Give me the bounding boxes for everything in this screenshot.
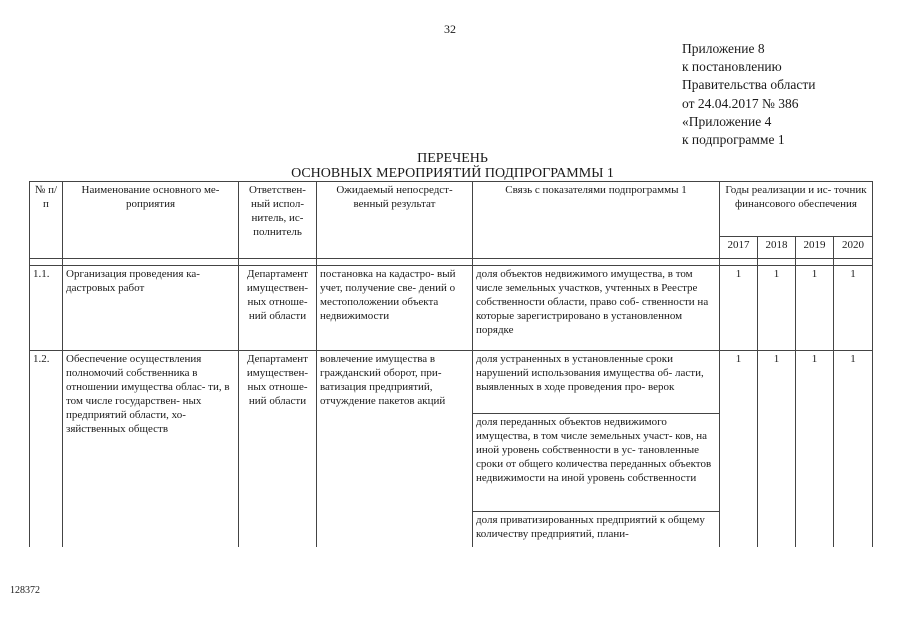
header-year: 2020 (834, 237, 873, 259)
row-indicator: доля приватизированных предприятий к общему количеству предприятий, плани- (473, 512, 720, 548)
header-year: 2019 (796, 237, 834, 259)
row-name: Обеспечение осуществления полномочий собственника в отношении имущества облас- ти, в том числе государствен- ных предприятий области, хо- зяйственных обществ (63, 351, 239, 548)
footer-code: 128372 (10, 585, 40, 596)
row-year-value: 1 (720, 351, 758, 548)
header-year: 2018 (758, 237, 796, 259)
row-year-value: 1 (834, 351, 873, 548)
row-year-value: 1 (720, 266, 758, 351)
header-year: 2017 (720, 237, 758, 259)
row-executor: Департамент имуществен- ных отноше- ний области (239, 266, 317, 351)
appendix-block (682, 40, 815, 149)
table-header-row (30, 182, 873, 237)
row-year-value: 1 (758, 351, 796, 548)
header-num: № п/п (30, 182, 63, 259)
appendix-line: Правительства области (682, 77, 816, 93)
table-row (30, 266, 873, 351)
row-result: вовлечение имущества в гражданский оборот, при- ватизация предприятий, отчуждение пакетов акций (317, 351, 473, 548)
row-year-value: 1 (796, 351, 834, 548)
appendix-line: «Приложение 4 (682, 113, 772, 129)
row-year-value: 1 (758, 266, 796, 351)
row-num: 1.1. (30, 266, 63, 351)
appendix-line: Приложение 8 (682, 41, 765, 56)
table-spacer-row (30, 259, 873, 266)
row-num: 1.2. (30, 351, 63, 548)
header-executor: Ответствен- ный испол- нитель, ис- полнитель (239, 182, 317, 259)
row-indicator: доля устраненных в установленные сроки нарушений использования имущества об- ласти, выявленных в ходе проведения про- верок (473, 351, 720, 414)
row-year-value: 1 (834, 266, 873, 351)
appendix-line: к постановлению (682, 59, 782, 75)
table-row (30, 351, 873, 414)
header-name: Наименование основного ме- роприятия (63, 182, 239, 259)
row-indicator: доля переданных объектов недвижимого имущества, в том числе земельных участ- ков, на иной уровень собственности в ус- тановленные сроки от общего количества переданных объектов недвижимости на иной уровень собственности (473, 414, 720, 512)
page-number: 32 (444, 22, 456, 36)
row-year-value: 1 (796, 266, 834, 351)
document-title: ПЕРЕЧЕНЬ (417, 151, 488, 166)
header-years-group: Годы реализации и ис- точник финансового обеспечения (720, 182, 873, 237)
row-indicator: доля объектов недвижимого имущества, в том числе земельных участков, учтенных в Реестре собственности области, право соб- ственности на которые зарегистрировано в установленном порядке (473, 266, 720, 351)
header-result: Ожидаемый непосредст- венный результат (317, 182, 473, 259)
activities-table (29, 181, 873, 547)
appendix-line: к подпрограмме 1 (682, 132, 785, 148)
appendix-line: от 24.04.2017 № 386 (682, 95, 799, 111)
row-result: постановка на кадастро- вый учет, получение све- дений о местоположении объекта недвижимости (317, 266, 473, 351)
header-indicators: Связь с показателями подпрограммы 1 (473, 182, 720, 259)
document-subtitle: ОСНОВНЫХ МЕРОПРИЯТИЙ ПОДПРОГРАММЫ 1 (291, 166, 614, 181)
row-name: Организация проведения ка- дастровых работ (63, 266, 239, 351)
row-executor: Департамент имуществен- ных отноше- ний области (239, 351, 317, 548)
